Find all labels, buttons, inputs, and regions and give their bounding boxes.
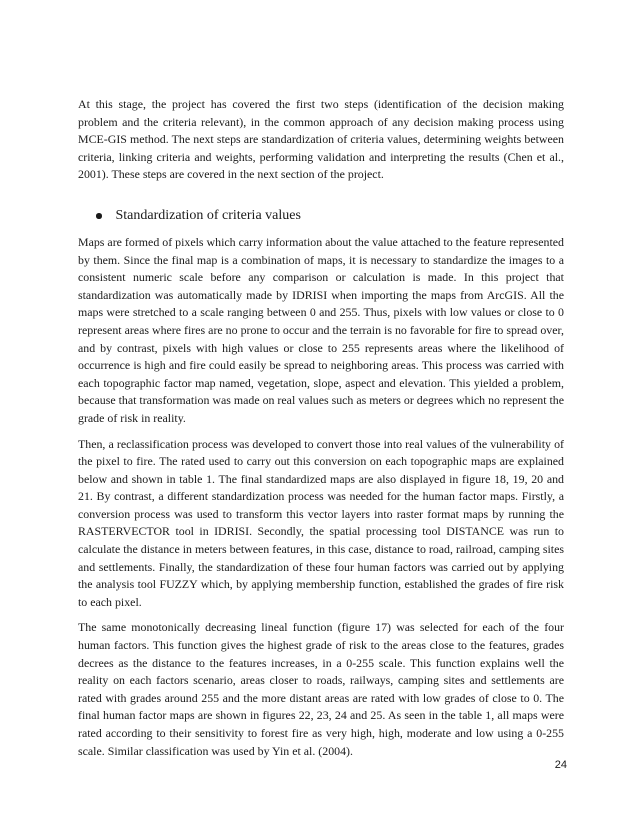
bullet-icon — [96, 213, 102, 219]
paragraph-intro: At this stage, the project has covered the first two steps (identification of the decision making problem and the criteria relevant), in the common approach of any decision making process using MCE-GIS method. The next steps are standardization of criteria values, determining weights between criteria, linking criteria and weights, performing validation and interpreting the results (Chen et al., 2001). These steps are covered in the next section of the project. — [78, 97, 564, 182]
section-heading-text: Standardization of criteria values — [115, 207, 301, 223]
page-number: 24 — [554, 759, 567, 771]
document-body — [78, 96, 564, 760]
paragraph-maps: Maps are formed of pixels which carry information about the value attached to the feature represented by them. Since the final map is a combination of maps, it is necessary to standardize the images to a consistent numeric scale before any comparison or calculation is made. In this project that standardization was automatically made by IDRISI when importing the maps from ArcGIS. All the maps were stretched to a scale ranging between 0 and 255. Thus, pixels with low values or close to 0 represent areas where fires are no prone to occur and the terrain is no favorable for fire to spread over, and by contrast, pixels with high values or close to 255 represents areas where the likelihood of occurrence is high and fire could easily be spread to neighboring areas. This process was carried with each topographic factor map named, vegetation, slope, aspect and elevation. This yielded a problem, because that transformation was made on real values such as meters or degrees which no represent the grade of risk in reality. — [78, 234, 565, 425]
paragraph-function: The same monotonically decreasing lineal function (figure 17) was selected for each of the four human factors. This function gives the highest grade of risk to the areas close to the features, grades decrees as the distance to the features increases, in a 0-255 scale. This function explains well the reality on each factors scenario, areas closer to roads, railways, camping sites and settlements are rated with grades around 255 and the more distant areas are rated with low grades of close to 0. The final human factor maps are shown in figures 22, 23, 24 and 25. As seen in the table 1, all maps were rated according to their sensitivity to forest fire as very high, high, moderate and low using a 0-255 scale. Similar classification was used by Yin et al. (2004). — [78, 620, 564, 758]
paragraph-reclassification: Then, a reclassification process was developed to convert those into real values of the vulnerability of the pixel to fire. The rated used to carry out this conversion on each topographic maps are explained below and shown in table 1. The final standardized maps are also displayed in figure 18, 19, 20 and 21. By contrast, a different standardization process was needed for the human factor maps. Firstly, a conversion process was used to transform this vector layers into raster format maps by running the RASTERVECTOR tool in IDRISI. Secondly, the spatial processing tool DISTANCE was run to calculate the distance in meters between features, in this case, distance to road, railroad, camping sites and settlements. Finally, the standardization of these four human factors was carried out by applying the analysis tool FUZZY which, by applying membership function, established the grades of fire risk to each pixel. — [78, 436, 564, 609]
section-heading — [78, 207, 564, 225]
